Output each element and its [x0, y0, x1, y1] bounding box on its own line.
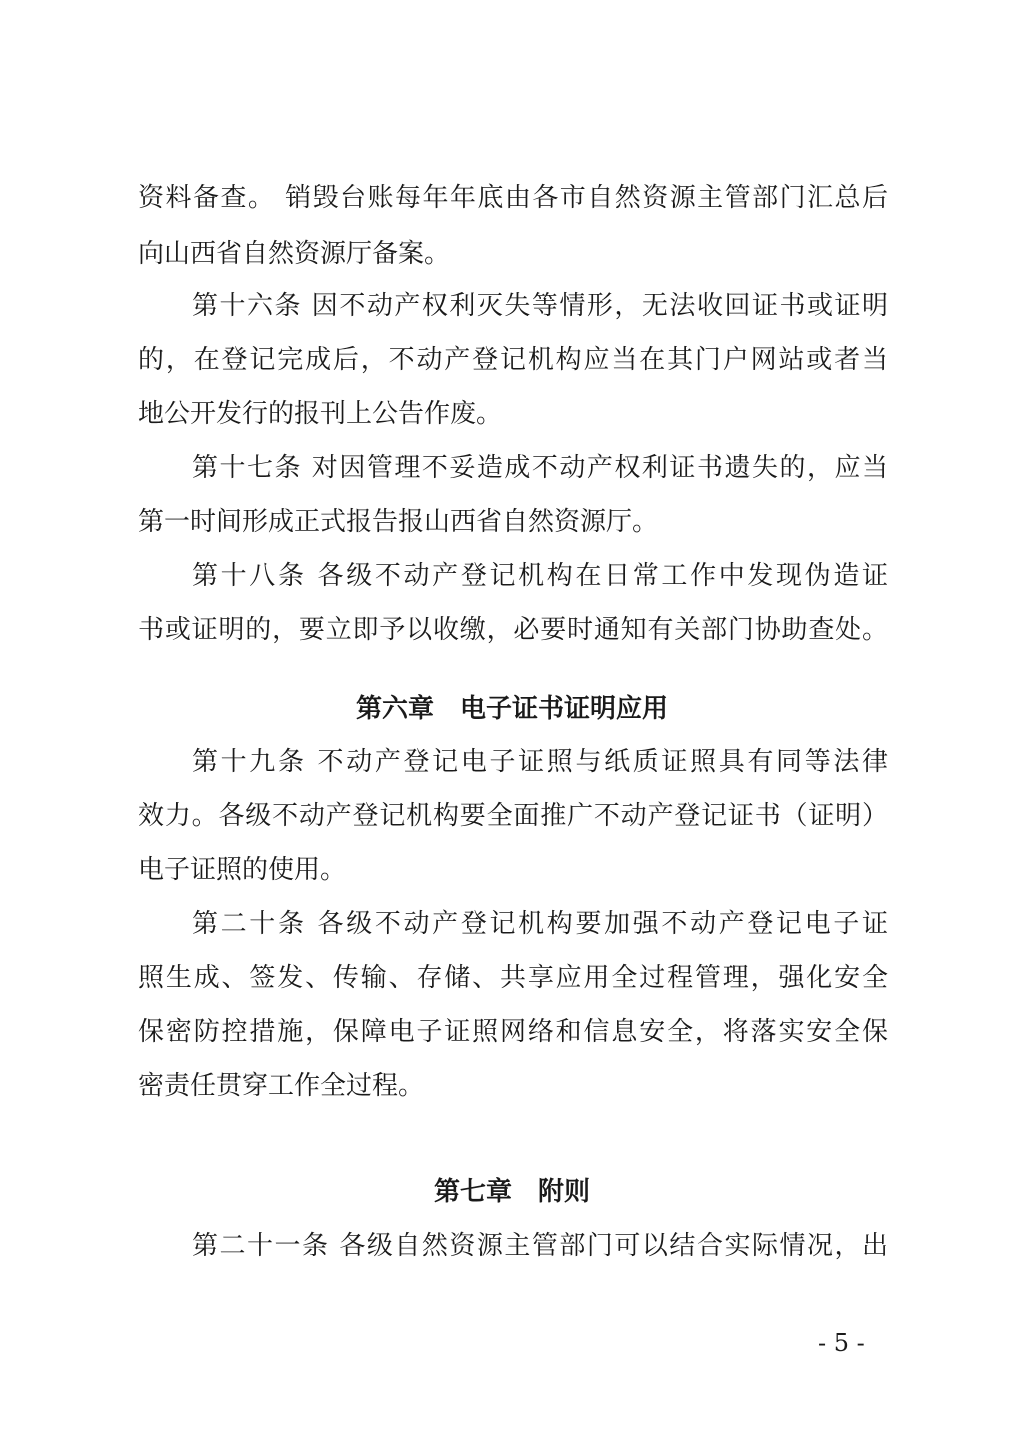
article-20-line-4: 密责任贯穿工作全过程。: [138, 1071, 425, 1101]
body-line-1: 资料备查。 销毁台账每年年底由各市自然资源主管部门汇总后: [138, 183, 888, 213]
article-19-line-3: 电子证照的使用。: [138, 855, 347, 885]
article-20-line-2: 照生成、签发、传输、存储、共享应用全过程管理，强化安全: [138, 963, 888, 993]
article-19-line-2: 效力。各级不动产登记机构要全面推广不动产登记证书（证明）: [138, 801, 888, 831]
article-16-line-2: 的，在登记完成后，不动产登记机构应当在其门户网站或者当: [138, 345, 888, 375]
article-19-line-1: 第十九条 不动产登记电子证照与纸质证照具有同等法律: [192, 747, 888, 777]
chapter-7-heading: 第七章 附则: [433, 1177, 590, 1207]
article-20-line-1: 第二十条 各级不动产登记机构要加强不动产登记电子证: [192, 909, 888, 939]
chapter-6-heading: 第六章 电子证书证明应用: [355, 694, 668, 724]
body-line-2: 向山西省自然资源厅备案。: [138, 239, 451, 269]
article-18-line-1: 第十八条 各级不动产登记机构在日常工作中发现伪造证: [192, 561, 888, 591]
article-17-line-1: 第十七条 对因管理不妥造成不动产权利证书遗失的，应当: [192, 453, 888, 483]
article-16-line-3: 地公开发行的报刊上公告作废。: [138, 399, 503, 429]
article-16-line-1: 第十六条 因不动产权利灭失等情形，无法收回证书或证明: [192, 291, 888, 321]
article-20-line-3: 保密防控措施，保障电子证照网络和信息安全，将落实安全保: [138, 1017, 888, 1047]
article-17-line-2: 第一时间形成正式报告报山西省自然资源厅。: [138, 507, 659, 537]
article-21-line-1: 第二十一条 各级自然资源主管部门可以结合实际情况，出: [192, 1231, 888, 1261]
page-number: - 5 -: [818, 1329, 865, 1357]
article-18-line-2: 书或证明的，要立即予以收缴，必要时通知有关部门协助查处。: [138, 615, 888, 645]
